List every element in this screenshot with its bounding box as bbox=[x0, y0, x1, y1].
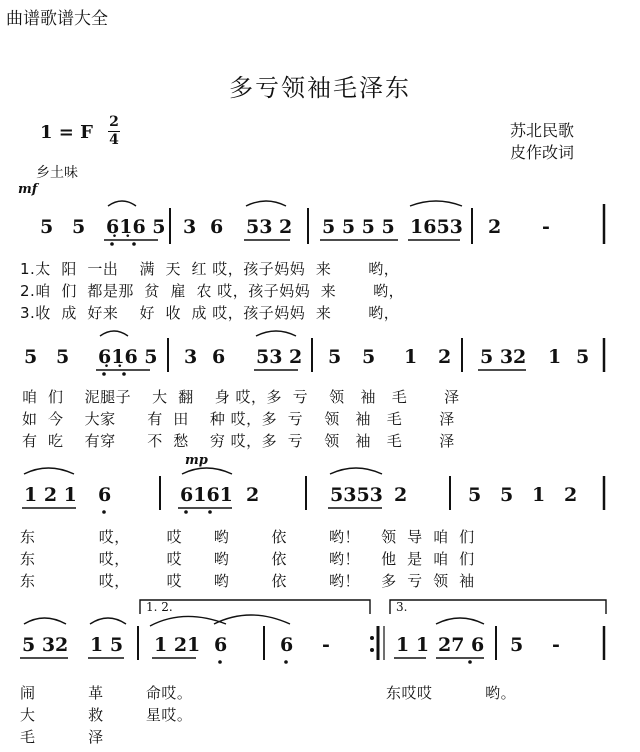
credit-lyricist: 皮作改词 bbox=[510, 143, 575, 162]
volta-bracket-1-2 bbox=[140, 600, 370, 614]
note: 3 bbox=[183, 216, 197, 238]
slur bbox=[150, 616, 226, 626]
time-top: 2 bbox=[109, 114, 119, 130]
slur bbox=[256, 331, 296, 336]
note-group: 1 5 bbox=[90, 634, 124, 656]
note-group: 1 21 bbox=[154, 634, 201, 656]
dynamic-mp: mp bbox=[185, 453, 208, 468]
volta-label-3: 3. bbox=[396, 600, 408, 614]
note: 5 bbox=[576, 346, 590, 368]
note: 5 bbox=[468, 484, 482, 506]
octave-dot bbox=[284, 660, 288, 664]
slur bbox=[100, 331, 128, 336]
note: 6 bbox=[210, 216, 224, 238]
note: 1 bbox=[404, 346, 418, 368]
key-signature: 1 = F bbox=[40, 122, 93, 143]
octave-dot bbox=[208, 510, 212, 514]
volta-label-1-2: 1. 2. bbox=[146, 600, 173, 614]
note: 5 bbox=[328, 346, 342, 368]
lyric-ending-line4: 东哎哎 哟。 bbox=[386, 684, 517, 702]
time-bottom: 4 bbox=[109, 132, 119, 148]
slur bbox=[246, 201, 286, 206]
note-group: 53 2 bbox=[246, 216, 293, 238]
note: - bbox=[542, 216, 550, 238]
note-group: 1653 bbox=[410, 216, 463, 238]
lyric-verse2-line2: 如 今 大家 有 田 种 哎，多 亏 领 袖 毛 泽 bbox=[22, 410, 455, 428]
lyric-verse2-line1: 2.咱 们 都是那 贫 雇 农 哎，孩子妈妈 来 哟， bbox=[20, 282, 405, 300]
dynamic-mf: mf bbox=[18, 182, 38, 197]
note: 2 bbox=[394, 484, 408, 506]
note: 5 bbox=[24, 346, 38, 368]
slur bbox=[108, 201, 136, 206]
slur bbox=[24, 468, 74, 474]
note: 1 bbox=[548, 346, 562, 368]
note: 6 bbox=[214, 634, 228, 656]
note: 5 bbox=[56, 346, 70, 368]
note-group: 5 5 5 5 bbox=[322, 216, 395, 238]
note: 6 bbox=[212, 346, 226, 368]
repeat-dot bbox=[370, 648, 374, 652]
note-group: 5 32 bbox=[22, 634, 69, 656]
note: 5 bbox=[40, 216, 54, 238]
note: 6 bbox=[98, 484, 112, 506]
slur bbox=[182, 468, 232, 474]
octave-dot bbox=[132, 242, 136, 246]
note: 5 bbox=[72, 216, 86, 238]
note-group: 5353 bbox=[330, 484, 383, 506]
note-group: 1 2 1 bbox=[24, 484, 77, 506]
credit-origin: 苏北民歌 bbox=[510, 121, 575, 140]
note: 2 bbox=[246, 484, 260, 506]
lyric-verse1-line3: 东 哎， 哎 哟 依 哟！ 领 导 咱 们 bbox=[20, 528, 475, 546]
song-title: 多亏领袖毛泽东 bbox=[229, 74, 411, 102]
note: 1 bbox=[532, 484, 546, 506]
repeat-dot bbox=[370, 636, 374, 640]
lyric-verse3-line3: 东 哎， 哎 哟 依 哟！ 多 亏 领 袖 bbox=[20, 572, 475, 590]
octave-dot bbox=[468, 660, 472, 664]
note: 5 bbox=[510, 634, 524, 656]
lyric-verse2-line4: 大 救 星哎。 bbox=[20, 706, 193, 724]
slur bbox=[436, 618, 484, 624]
octave-dot bbox=[122, 372, 126, 376]
lyric-verse1-line4: 闹 革 命哎。 bbox=[20, 684, 193, 702]
site-label: 曲谱歌谱大全 bbox=[6, 9, 108, 29]
note: 2 bbox=[488, 216, 502, 238]
note-group: 53 2 bbox=[256, 346, 303, 368]
slur bbox=[410, 201, 462, 206]
note-group: 27 6 bbox=[438, 634, 485, 656]
note: 3 bbox=[184, 346, 198, 368]
lyric-verse3-line1: 3.收 成 好来 好 收 成 哎，孩子妈妈 来 哟， bbox=[20, 304, 400, 322]
note-group: 6̣1̣6 5 bbox=[98, 346, 158, 368]
lyric-verse3-line2: 有 吃 有穿 不 愁 穷 哎，多 亏 领 袖 毛 泽 bbox=[22, 432, 455, 450]
tie bbox=[214, 615, 290, 624]
style-marking: 乡土味 bbox=[36, 165, 78, 181]
note-group: 6161 bbox=[180, 484, 233, 506]
octave-dot bbox=[102, 372, 106, 376]
slur bbox=[24, 618, 66, 624]
note-group: 6̣1̣6 5 bbox=[106, 216, 166, 238]
octave-dot bbox=[102, 510, 106, 514]
lyric-verse1-line2: 咱 们 泥腿子 大 翻 身 哎，多 亏 领 袖 毛 泽 bbox=[22, 388, 460, 406]
note: 5 bbox=[500, 484, 514, 506]
note: - bbox=[552, 634, 560, 656]
slur bbox=[90, 618, 126, 624]
note: 2 bbox=[438, 346, 452, 368]
note: 5 bbox=[362, 346, 376, 368]
octave-dot bbox=[218, 660, 222, 664]
note-group: 1 1 bbox=[396, 634, 430, 656]
lyric-verse2-line3: 东 哎， 哎 哟 依 哟！ 他 是 咱 们 bbox=[20, 550, 475, 568]
note: - bbox=[322, 634, 330, 656]
lyric-verse1-line1: 1.太 阳 一出 满 天 红 哎，孩子妈妈 来 哟， bbox=[20, 260, 400, 278]
slur bbox=[330, 468, 382, 474]
note-group: 5 32 bbox=[480, 346, 527, 368]
note: 2 bbox=[564, 484, 578, 506]
lyric-verse3-line4: 毛 泽 bbox=[20, 728, 104, 746]
volta-bracket-3 bbox=[390, 600, 606, 614]
octave-dot bbox=[110, 242, 114, 246]
octave-dot bbox=[184, 510, 188, 514]
note: 6 bbox=[280, 634, 294, 656]
